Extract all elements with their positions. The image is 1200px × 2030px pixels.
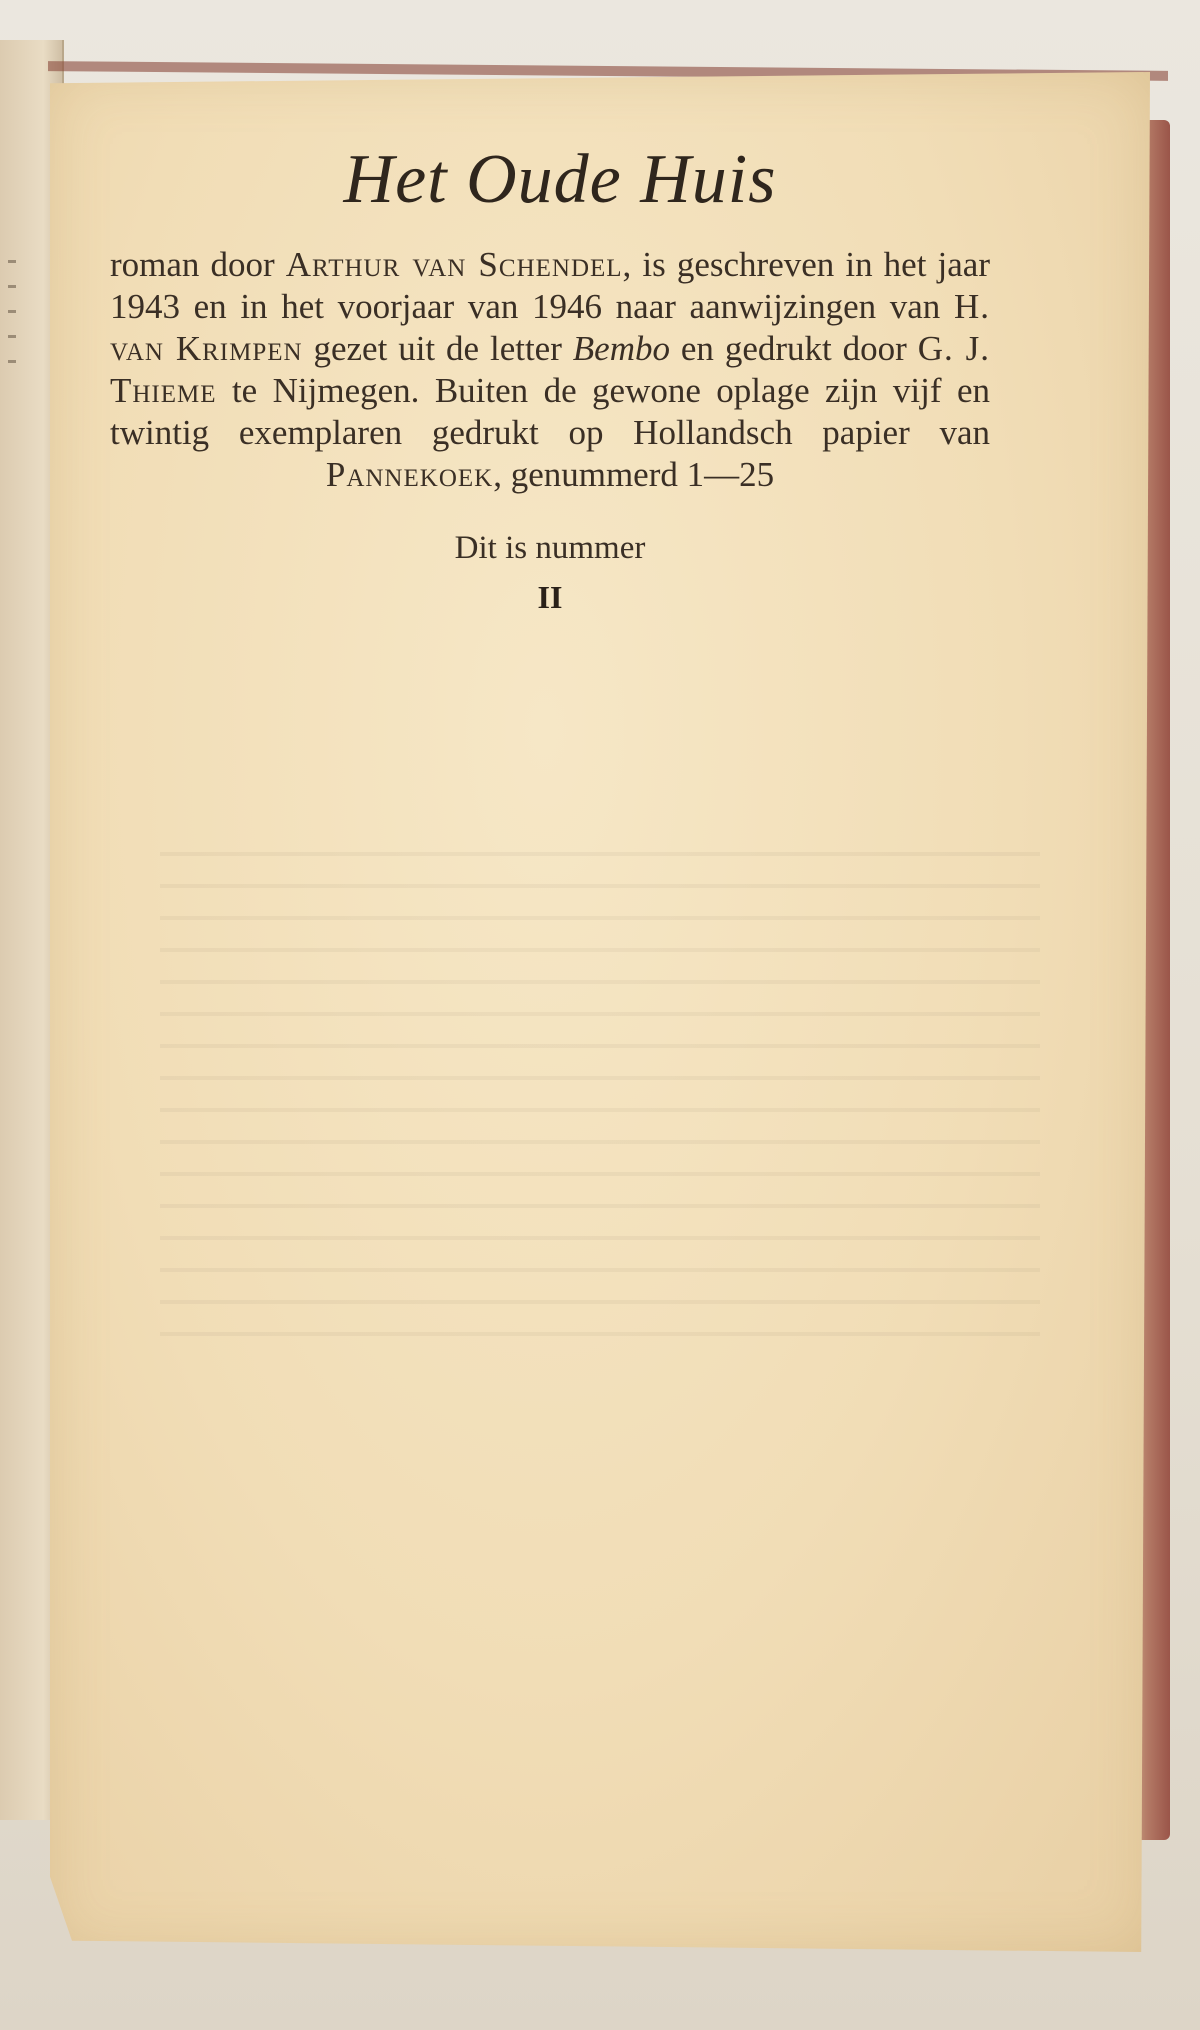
colophon-part: gezet uit de letter: [302, 329, 573, 368]
colophon-part: en gedrukt door: [669, 329, 918, 368]
printer-name: G. J. Thieme: [110, 329, 990, 410]
paper-maker-name: Pannekoek: [325, 455, 494, 494]
page-content: [110, 140, 990, 616]
show-through-text: [160, 852, 1040, 1752]
colophon-part: , genummerd 1—25: [493, 455, 775, 494]
colophon-text: [110, 244, 990, 496]
book-title: Het Oude Huis: [343, 141, 777, 218]
designer-name: H. van Krimpen: [110, 287, 990, 368]
colophon-part: , is geschreven in het jaar 1943 en in het voorjaar van 1946 naar aanwijzingen van: [110, 245, 990, 326]
author-name: Arthur van Schendel: [285, 245, 623, 284]
copy-number-value: II: [537, 579, 563, 615]
colophon-part: te Nijmegen. Buiten de gewone oplage zijn vijf en twintig exemplaren gedrukt op Hollandsch papier van: [110, 371, 990, 452]
left-page-text-marks: [8, 260, 22, 410]
colophon-part: roman door: [110, 245, 286, 284]
typeface-name: Bembo: [572, 329, 670, 368]
copy-number-label: Dit is nummer: [454, 530, 646, 566]
